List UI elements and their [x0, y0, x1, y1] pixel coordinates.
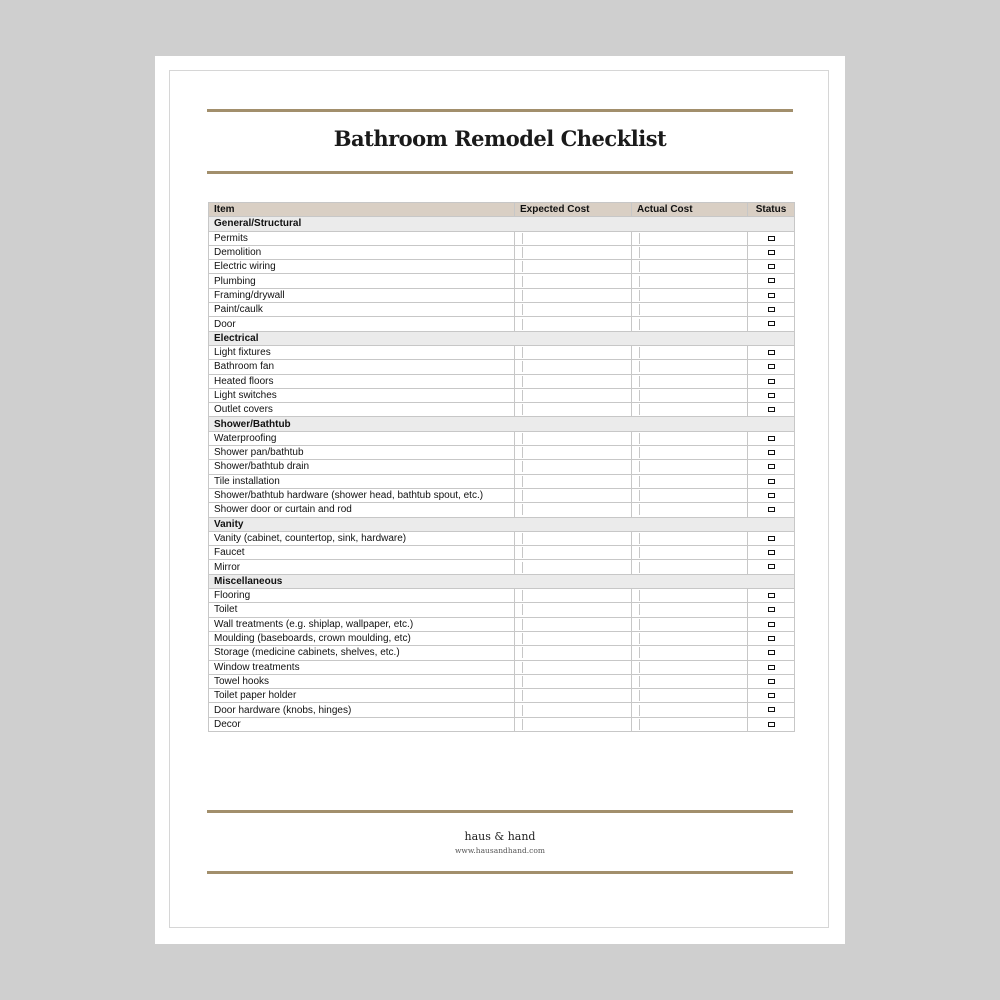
table-row	[209, 403, 795, 417]
cell-divider	[522, 361, 624, 372]
table-row	[209, 646, 795, 660]
actual-cost-cell[interactable]	[632, 360, 748, 374]
table-row	[209, 560, 795, 574]
item-name: Door	[209, 317, 515, 331]
section-row	[209, 217, 795, 231]
table-row	[209, 531, 795, 545]
status-cell	[748, 660, 795, 674]
column-header-actual-cost: Actual Cost	[632, 203, 748, 217]
checkbox-icon[interactable]	[768, 665, 775, 670]
cell-divider	[522, 347, 624, 358]
checkbox-icon[interactable]	[768, 564, 775, 569]
cell-divider	[522, 647, 624, 658]
cell-divider	[522, 376, 624, 387]
checkbox-icon[interactable]	[768, 493, 775, 498]
brand-url: www.hausandhand.com	[455, 846, 545, 855]
cell-divider	[522, 476, 624, 487]
item-name: Shower/bathtub hardware (shower head, bathtub spout, etc.)	[209, 488, 515, 502]
status-cell	[748, 617, 795, 631]
cell-divider	[639, 247, 740, 258]
cell-divider	[522, 690, 624, 701]
actual-cost-cell[interactable]	[632, 288, 748, 302]
cell-divider	[522, 247, 624, 258]
cell-divider	[639, 676, 740, 687]
actual-cost-cell[interactable]	[632, 403, 748, 417]
checkbox-icon[interactable]	[768, 693, 775, 698]
actual-cost-cell[interactable]	[632, 431, 748, 445]
checkbox-icon[interactable]	[768, 593, 775, 598]
checkbox-icon[interactable]	[768, 722, 775, 727]
cell-divider	[522, 590, 624, 601]
cell-divider	[639, 504, 740, 515]
item-name: Shower pan/bathtub	[209, 446, 515, 460]
actual-cost-cell[interactable]	[632, 674, 748, 688]
cell-divider	[639, 461, 740, 472]
cell-divider	[522, 461, 624, 472]
item-name: Storage (medicine cabinets, shelves, etc.)	[209, 646, 515, 660]
expected-cost-cell[interactable]	[515, 446, 632, 460]
item-name: Vanity (cabinet, countertop, sink, hardware)	[209, 531, 515, 545]
cell-divider	[639, 447, 740, 458]
item-name: Toilet	[209, 603, 515, 617]
cell-divider	[522, 547, 624, 558]
cell-divider	[522, 619, 624, 630]
table-row	[209, 703, 795, 717]
expected-cost-cell[interactable]	[515, 531, 632, 545]
status-cell	[748, 260, 795, 274]
table-row	[209, 446, 795, 460]
expected-cost-cell[interactable]	[515, 274, 632, 288]
status-cell	[748, 689, 795, 703]
status-cell	[748, 589, 795, 603]
cell-divider	[639, 361, 740, 372]
item-name: Heated floors	[209, 374, 515, 388]
item-name: Shower/bathtub drain	[209, 460, 515, 474]
cell-divider	[522, 562, 624, 573]
brand-name: haus & hand	[464, 830, 536, 843]
status-cell	[748, 431, 795, 445]
checkbox-icon[interactable]	[768, 350, 775, 355]
title-rule	[207, 171, 793, 174]
status-cell	[748, 460, 795, 474]
section-title: Shower/Bathtub	[209, 417, 795, 431]
actual-cost-cell[interactable]	[632, 303, 748, 317]
checkbox-icon[interactable]	[768, 236, 775, 241]
expected-cost-cell[interactable]	[515, 360, 632, 374]
table-row	[209, 617, 795, 631]
cell-divider	[522, 233, 624, 244]
checkbox-icon[interactable]	[768, 464, 775, 469]
cell-divider	[639, 719, 740, 730]
status-cell	[748, 303, 795, 317]
cell-divider	[639, 319, 740, 330]
cell-divider	[522, 447, 624, 458]
cell-divider	[639, 290, 740, 301]
item-name: Plumbing	[209, 274, 515, 288]
expected-cost-cell[interactable]	[515, 546, 632, 560]
table-row	[209, 345, 795, 359]
cell-divider	[639, 490, 740, 501]
checkbox-icon[interactable]	[768, 679, 775, 684]
checkbox-icon[interactable]	[768, 607, 775, 612]
section-title: General/Structural	[209, 217, 795, 231]
checkbox-icon[interactable]	[768, 264, 775, 269]
table-row	[209, 388, 795, 402]
actual-cost-cell[interactable]	[632, 274, 748, 288]
cell-divider	[522, 633, 624, 644]
actual-cost-cell[interactable]	[632, 589, 748, 603]
checkbox-icon[interactable]	[768, 293, 775, 298]
cell-divider	[639, 547, 740, 558]
status-cell	[748, 345, 795, 359]
item-name: Window treatments	[209, 660, 515, 674]
table-row	[209, 674, 795, 688]
status-cell	[748, 317, 795, 331]
expected-cost-cell[interactable]	[515, 403, 632, 417]
expected-cost-cell[interactable]	[515, 488, 632, 502]
table-row	[209, 660, 795, 674]
section-row	[209, 517, 795, 531]
checkbox-icon[interactable]	[768, 507, 775, 512]
status-cell	[748, 488, 795, 502]
actual-cost-cell[interactable]	[632, 703, 748, 717]
item-name: Toilet paper holder	[209, 689, 515, 703]
actual-cost-cell[interactable]	[632, 603, 748, 617]
checkbox-icon[interactable]	[768, 622, 775, 627]
item-name: Light fixtures	[209, 345, 515, 359]
actual-cost-cell[interactable]	[632, 717, 748, 731]
status-cell	[748, 503, 795, 517]
checklist-page	[155, 56, 845, 944]
footer-bottom-rule	[207, 871, 793, 874]
expected-cost-cell[interactable]	[515, 674, 632, 688]
status-cell	[748, 474, 795, 488]
table-row	[209, 474, 795, 488]
checklist-table	[208, 202, 795, 732]
status-cell	[748, 717, 795, 731]
checkbox-icon[interactable]	[768, 536, 775, 541]
cell-divider	[639, 261, 740, 272]
expected-cost-cell[interactable]	[515, 374, 632, 388]
expected-cost-cell[interactable]	[515, 646, 632, 660]
status-cell	[748, 388, 795, 402]
cell-divider	[522, 390, 624, 401]
cell-divider	[639, 647, 740, 658]
table-row	[209, 546, 795, 560]
table-row	[209, 689, 795, 703]
table-row	[209, 589, 795, 603]
actual-cost-cell[interactable]	[632, 546, 748, 560]
cell-divider	[639, 562, 740, 573]
expected-cost-cell[interactable]	[515, 388, 632, 402]
table-row	[209, 274, 795, 288]
status-cell	[748, 245, 795, 259]
status-cell	[748, 360, 795, 374]
cell-divider	[522, 604, 624, 615]
cell-divider	[639, 590, 740, 601]
cell-divider	[639, 233, 740, 244]
table-row	[209, 288, 795, 302]
checkbox-icon[interactable]	[768, 450, 775, 455]
section-row	[209, 574, 795, 588]
table-header-row	[209, 203, 795, 217]
page-title: Bathroom Remodel Checklist	[333, 126, 667, 151]
cell-divider	[522, 504, 624, 515]
expected-cost-cell[interactable]	[515, 560, 632, 574]
cell-divider	[522, 319, 624, 330]
top-rule	[207, 109, 793, 112]
item-name: Mirror	[209, 560, 515, 574]
item-name: Moulding (baseboards, crown moulding, etc)	[209, 631, 515, 645]
table-row	[209, 245, 795, 259]
table-row	[209, 231, 795, 245]
item-name: Wall treatments (e.g. shiplap, wallpaper, etc.)	[209, 617, 515, 631]
actual-cost-cell[interactable]	[632, 646, 748, 660]
cell-divider	[522, 404, 624, 415]
cell-divider	[522, 533, 624, 544]
actual-cost-cell[interactable]	[632, 231, 748, 245]
cell-divider	[522, 433, 624, 444]
section-row	[209, 331, 795, 345]
actual-cost-cell[interactable]	[632, 617, 748, 631]
status-cell	[748, 403, 795, 417]
item-name: Faucet	[209, 546, 515, 560]
cell-divider	[522, 676, 624, 687]
status-cell	[748, 631, 795, 645]
section-title: Miscellaneous	[209, 574, 795, 588]
status-cell	[748, 703, 795, 717]
table-row	[209, 374, 795, 388]
checkbox-icon[interactable]	[768, 650, 775, 655]
actual-cost-cell[interactable]	[632, 260, 748, 274]
expected-cost-cell[interactable]	[515, 689, 632, 703]
item-name: Outlet covers	[209, 403, 515, 417]
actual-cost-cell[interactable]	[632, 689, 748, 703]
cell-divider	[639, 604, 740, 615]
cell-divider	[522, 261, 624, 272]
cell-divider	[639, 533, 740, 544]
cell-divider	[639, 433, 740, 444]
table-row	[209, 360, 795, 374]
item-name: Electric wiring	[209, 260, 515, 274]
item-name: Door hardware (knobs, hinges)	[209, 703, 515, 717]
expected-cost-cell[interactable]	[515, 245, 632, 259]
checkbox-icon[interactable]	[768, 364, 775, 369]
expected-cost-cell[interactable]	[515, 603, 632, 617]
actual-cost-cell[interactable]	[632, 503, 748, 517]
table-row	[209, 460, 795, 474]
table-row	[209, 488, 795, 502]
expected-cost-cell[interactable]	[515, 303, 632, 317]
cell-divider	[639, 390, 740, 401]
section-row	[209, 417, 795, 431]
cell-divider	[639, 347, 740, 358]
table-row	[209, 503, 795, 517]
cell-divider	[639, 705, 740, 716]
expected-cost-cell[interactable]	[515, 703, 632, 717]
actual-cost-cell[interactable]	[632, 374, 748, 388]
table-row	[209, 431, 795, 445]
table-body	[209, 217, 795, 732]
expected-cost-cell[interactable]	[515, 231, 632, 245]
cell-divider	[639, 633, 740, 644]
cell-divider	[522, 705, 624, 716]
status-cell	[748, 546, 795, 560]
actual-cost-cell[interactable]	[632, 446, 748, 460]
expected-cost-cell[interactable]	[515, 317, 632, 331]
column-header-item: Item	[209, 203, 515, 217]
cell-divider	[639, 304, 740, 315]
column-header-expected-cost: Expected Cost	[515, 203, 632, 217]
checkbox-icon[interactable]	[768, 550, 775, 555]
actual-cost-cell[interactable]	[632, 631, 748, 645]
actual-cost-cell[interactable]	[632, 345, 748, 359]
cell-divider	[639, 662, 740, 673]
cell-divider	[639, 476, 740, 487]
item-name: Framing/drywall	[209, 288, 515, 302]
expected-cost-cell[interactable]	[515, 288, 632, 302]
status-cell	[748, 674, 795, 688]
item-name: Bathroom fan	[209, 360, 515, 374]
table-row	[209, 717, 795, 731]
checkbox-icon[interactable]	[768, 479, 775, 484]
checkbox-icon[interactable]	[768, 307, 775, 312]
checkbox-icon[interactable]	[768, 407, 775, 412]
expected-cost-cell[interactable]	[515, 631, 632, 645]
expected-cost-cell[interactable]	[515, 474, 632, 488]
expected-cost-cell[interactable]	[515, 503, 632, 517]
item-name: Demolition	[209, 245, 515, 259]
section-title: Electrical	[209, 331, 795, 345]
actual-cost-cell[interactable]	[632, 245, 748, 259]
status-cell	[748, 374, 795, 388]
status-cell	[748, 560, 795, 574]
expected-cost-cell[interactable]	[515, 460, 632, 474]
checkbox-icon[interactable]	[768, 436, 775, 441]
status-cell	[748, 646, 795, 660]
status-cell	[748, 531, 795, 545]
actual-cost-cell[interactable]	[632, 560, 748, 574]
item-name: Shower door or curtain and rod	[209, 503, 515, 517]
expected-cost-cell[interactable]	[515, 660, 632, 674]
status-cell	[748, 274, 795, 288]
item-name: Flooring	[209, 589, 515, 603]
cell-divider	[639, 404, 740, 415]
cell-divider	[522, 290, 624, 301]
checkbox-icon[interactable]	[768, 636, 775, 641]
checkbox-icon[interactable]	[768, 278, 775, 283]
table-row	[209, 603, 795, 617]
status-cell	[748, 231, 795, 245]
checkbox-icon[interactable]	[768, 707, 775, 712]
cell-divider	[639, 619, 740, 630]
expected-cost-cell[interactable]	[515, 345, 632, 359]
actual-cost-cell[interactable]	[632, 460, 748, 474]
section-title: Vanity	[209, 517, 795, 531]
cell-divider	[522, 719, 624, 730]
item-name: Tile installation	[209, 474, 515, 488]
status-cell	[748, 446, 795, 460]
actual-cost-cell[interactable]	[632, 660, 748, 674]
actual-cost-cell[interactable]	[632, 474, 748, 488]
expected-cost-cell[interactable]	[515, 260, 632, 274]
expected-cost-cell[interactable]	[515, 589, 632, 603]
cell-divider	[522, 276, 624, 287]
item-name: Permits	[209, 231, 515, 245]
column-header-status: Status	[748, 203, 795, 217]
table-row	[209, 631, 795, 645]
checkbox-icon[interactable]	[768, 250, 775, 255]
expected-cost-cell[interactable]	[515, 717, 632, 731]
expected-cost-cell[interactable]	[515, 617, 632, 631]
table-row	[209, 260, 795, 274]
expected-cost-cell[interactable]	[515, 431, 632, 445]
cell-divider	[522, 304, 624, 315]
actual-cost-cell[interactable]	[632, 317, 748, 331]
cell-divider	[639, 376, 740, 387]
item-name: Decor	[209, 717, 515, 731]
cell-divider	[639, 690, 740, 701]
item-name: Towel hooks	[209, 674, 515, 688]
footer-top-rule	[207, 810, 793, 813]
checkbox-icon[interactable]	[768, 321, 775, 326]
checkbox-icon[interactable]	[768, 379, 775, 384]
checkbox-icon[interactable]	[768, 393, 775, 398]
item-name: Waterproofing	[209, 431, 515, 445]
actual-cost-cell[interactable]	[632, 531, 748, 545]
table-row	[209, 317, 795, 331]
table-row	[209, 303, 795, 317]
item-name: Light switches	[209, 388, 515, 402]
item-name: Paint/caulk	[209, 303, 515, 317]
cell-divider	[522, 490, 624, 501]
actual-cost-cell[interactable]	[632, 488, 748, 502]
cell-divider	[522, 662, 624, 673]
status-cell	[748, 288, 795, 302]
status-cell	[748, 603, 795, 617]
cell-divider	[639, 276, 740, 287]
actual-cost-cell[interactable]	[632, 388, 748, 402]
